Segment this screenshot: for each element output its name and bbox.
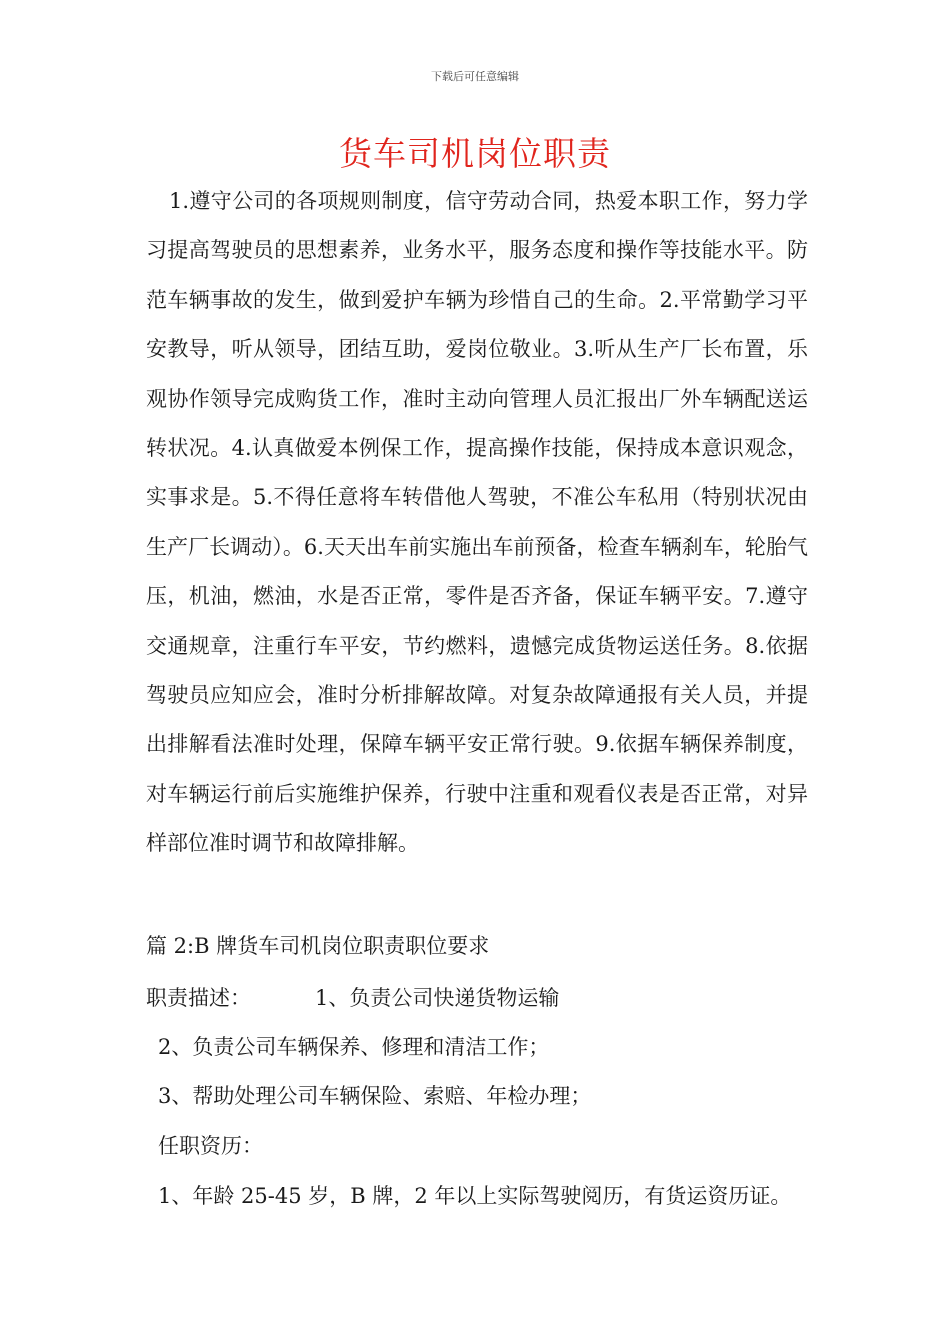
duties-line: [146, 982, 559, 1012]
qualifications-label: 任职资历：: [158, 1134, 263, 1158]
document-title: 货车司机岗位职责: [339, 134, 611, 173]
duties-label: 职责描述：: [146, 986, 251, 1010]
body-paragraph: 1.遵守公司的各项规则制度，信守劳动合同，热爱本职工作，努力学习提高驾驶员的思想素养，业务水平，服务态度和操作等技能水平。防范车辆事故的发生，做到爱护车辆为珍惜自己的生命。2.平常勤学习平安教导，听从领导，团结互助，爱岗位敬业。3.听从生产厂长布置，乐观协作领导完成购货工作，准时主动向管理人员汇报出厂外车辆配送运转状况。4.认真做爱本例保工作，提高操作技能，保持成本意识观念，实事求是。5.不得任意将车转借他人驾驶，不准公车私用（特别状况由生产厂长调动）。6.天天出车前实施出车前预备，检查车辆刹车，轮胎气压，机油，燃油，水是否正常，零件是否齐备，保证车辆平安。7.遵守交通规章，注重行车平安，节约燃料，遗憾完成货物运送任务。8.依据驾驶员应知应会，准时分析排解故障。对复杂故障通报有关人员，并提出排解看法准时处理，保障车辆平安正常行驶。9.依据车辆保养制度，对车辆运行前后实施维护保养，行驶中注重和观看仪表是否正常，对异样部位准时调节和故障排解。: [146, 189, 808, 856]
section-heading: 篇 2:B 牌货车司机岗位职责职位要求: [146, 934, 490, 958]
qualification-item-1: 1、年龄 25-45 岁，B 牌，2 年以上实际驾驶阅历，有货运资历证。: [158, 1184, 792, 1208]
duty-item-2: 2、负责公司车辆保养、修理和清洁工作；: [158, 1035, 550, 1059]
duty-item-1: 1、负责公司快递货物运输: [315, 986, 560, 1010]
header-note: 下载后可任意编辑: [431, 70, 519, 83]
duty-item-3: 3、帮助处理公司车辆保险、索赔、年检办理；: [158, 1084, 592, 1108]
